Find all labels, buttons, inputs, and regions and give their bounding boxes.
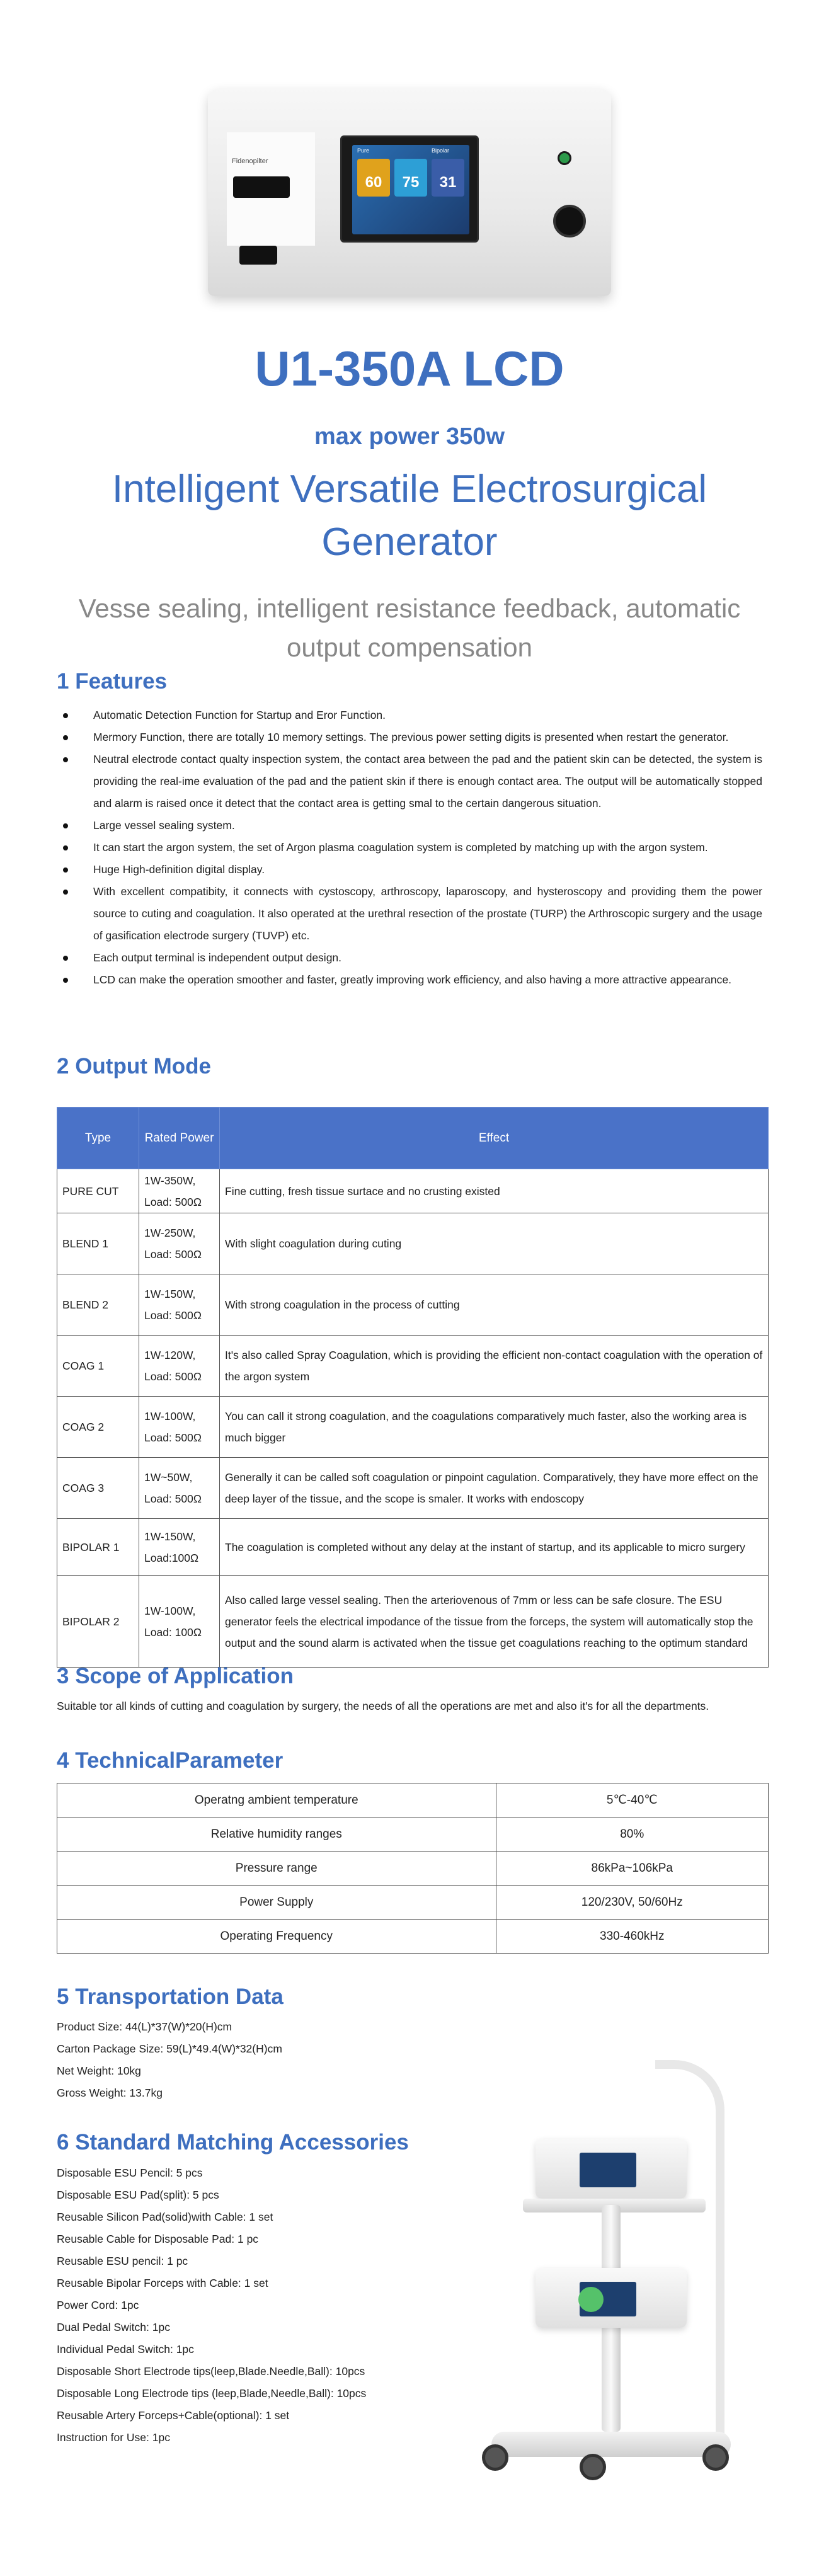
param-value: 86kPa~106kPa: [496, 1852, 768, 1886]
feature-item: Each output terminal is independent output design.: [57, 947, 762, 969]
tech-parameter-table: [57, 1783, 769, 1954]
screen-value: 31: [432, 159, 464, 197]
column-header: Effect: [220, 1108, 769, 1169]
accessory-line: Disposable Short Electrode tips(leep,Blade.Needle,Ball): 10pcs: [57, 2365, 365, 2378]
accessories-heading: 6 Standard Matching Accessories: [57, 2130, 409, 2155]
mode-power: 1W-100W, Load: 100Ω: [139, 1576, 220, 1668]
wheel-icon: [580, 2454, 606, 2480]
device-display-frame: [340, 135, 479, 243]
wheel-icon: [482, 2444, 508, 2471]
table-row: [57, 1169, 769, 1213]
max-power-subtitle: max power 350w: [314, 423, 505, 450]
param-name: Relative humidity ranges: [57, 1818, 496, 1852]
mode-power: 1W-250W, Load: 500Ω: [139, 1213, 220, 1274]
param-value: 120/230V, 50/60Hz: [496, 1886, 768, 1920]
tech-heading: 4 TechnicalParameter: [57, 1748, 284, 1773]
mode-effect: With slight coagulation during cuting: [220, 1213, 769, 1274]
accessory-line: Disposable ESU Pencil: 5 pcs: [57, 2167, 203, 2179]
wheel-icon: [702, 2444, 729, 2471]
table-row: [57, 1920, 769, 1954]
table-header-row: [57, 1108, 769, 1169]
mode-type: BIPOLAR 2: [57, 1576, 139, 1668]
accessory-line: Disposable ESU Pad(split): 5 pcs: [57, 2189, 219, 2201]
feature-item: Huge High-definition digital display.: [57, 859, 762, 881]
table-row: [57, 1783, 769, 1818]
mode-power: 1W-120W, Load: 500Ω: [139, 1336, 220, 1397]
mode-effect: It's also called Spray Coagulation, which is providing the efficient non-contact coagulation with the operation of the argon system: [220, 1336, 769, 1397]
model-title: U1-350A LCD: [255, 341, 564, 396]
mode-power: 1W-150W, Load: 500Ω: [139, 1274, 220, 1336]
accessory-line: Power Cord: 1pc: [57, 2299, 139, 2311]
transport-line: Net Weight: 10kg: [57, 2064, 141, 2077]
accessory-line: Reusable Silicon Pad(solid)with Cable: 1 set: [57, 2211, 273, 2223]
table-row: [57, 1818, 769, 1852]
features-heading: 1 Features: [57, 669, 168, 694]
table-row: [57, 1213, 769, 1274]
feature-item: Neutral electrode contact qualty inspection system, the contact area between the pad and the patient skin can be detected, the system is providing the real-ime evaluation of the pad and the patient skin if there is enough contact area. The output will be automatically stopped and alarm is raised once it detect that the contact area is getting smal to the certain dangerous situation.: [57, 748, 762, 815]
generator-unit: [536, 2139, 687, 2199]
table-row: [57, 1397, 769, 1458]
scope-text: Suitable tor all kinds of cutting and coagulation by surgery, the needs of all the operations are met and also it's for all the departments.: [57, 1700, 709, 1712]
column-header: Type: [57, 1108, 139, 1169]
accessories-list: [57, 2162, 366, 2449]
feature-item: It can start the argon system, the set of Argon plasma coagulation system is completed by matching up with the argon system.: [57, 837, 762, 859]
scope-heading: 3 Scope of Application: [57, 1664, 294, 1688]
device-port: [233, 176, 290, 198]
screen-value: 60: [357, 159, 390, 197]
argon-unit: [536, 2268, 687, 2328]
mode-type: COAG 2: [57, 1397, 139, 1458]
transport-heading: 5 Transportation Data: [57, 1984, 284, 2009]
device-brand: Fidenopilter: [232, 157, 268, 165]
param-name: Pressure range: [57, 1852, 496, 1886]
param-name: Power Supply: [57, 1886, 496, 1920]
feature-item: Large vessel sealing system.: [57, 815, 762, 837]
output-mode-heading: 2 Output Mode: [57, 1054, 211, 1079]
mode-type: PURE CUT: [57, 1169, 139, 1213]
mode-effect: With strong coagulation in the process of cutting: [220, 1274, 769, 1336]
mode-power: 1W~50W, Load: 500Ω: [139, 1458, 220, 1519]
feature-item: Automatic Detection Function for Startup and Eror Function.: [57, 704, 762, 726]
column-header: Rated Power: [139, 1108, 220, 1169]
cart-base: [491, 2432, 731, 2457]
table-row: [57, 1519, 769, 1576]
screen-value: 75: [394, 159, 427, 197]
accessory-line: Individual Pedal Switch: 1pc: [57, 2343, 194, 2356]
param-name: Operatng ambient temperature: [57, 1783, 496, 1818]
product-name: Intelligent Versatile Electrosurgical Generator: [112, 467, 707, 564]
table-row: [57, 1274, 769, 1336]
feature-item: With excellent compatibity, it connects with cystoscopy, arthroscopy, laparoscopy, and hysteroscopy and providing them the power source to cuting and coagulation. It also operated at the urethral resection of the prostate (TURP) the Arthroscopic surgery and the usage of gasification electrode surgery (TUVP) etc.: [57, 881, 762, 947]
table-row: [57, 1458, 769, 1519]
screen-mode-label: Bipolar: [432, 147, 450, 154]
transport-line: Gross Weight: 13.7kg: [57, 2087, 163, 2099]
table-row: [57, 1576, 769, 1668]
mode-effect: Also called large vessel sealing. Then the arteriovenous of 7mm or less can be safe closure. The ESU generator feels the electrical impodance of the tissue from the forceps, the system will automatically stop the output and the sound alarm is activated when the tissue get coagulations reaching to the optimum standard: [220, 1576, 769, 1668]
param-value: 80%: [496, 1818, 768, 1852]
accessory-line: Dual Pedal Switch: 1pc: [57, 2321, 170, 2333]
mode-type: BLEND 1: [57, 1213, 139, 1274]
mode-effect: Generally it can be called soft coagulation or pinpoint cagulation. Comparatively, they have more effect on the deep layer of the tissue, and the scope is smaler. It works with endoscopy: [220, 1458, 769, 1519]
device-port: [239, 246, 277, 265]
accessory-line: Instruction for Use: 1pc: [57, 2431, 170, 2444]
accessory-line: Disposable Long Electrode tips (leep,Blade,Needle,Ball): 10pcs: [57, 2387, 367, 2400]
power-button-icon: [558, 151, 571, 165]
screen-mode-label: Pure: [357, 147, 370, 154]
transport-list: [57, 2016, 282, 2104]
argon-knob-icon: [578, 2287, 604, 2312]
mode-type: COAG 1: [57, 1336, 139, 1397]
param-value: 5℃-40℃: [496, 1783, 768, 1818]
table-row: [57, 1886, 769, 1920]
product-description: Vesse sealing, intelligent resistance feedback, automatic output compensation: [78, 593, 741, 662]
mode-type: COAG 3: [57, 1458, 139, 1519]
accessory-line: Reusable ESU pencil: 1 pc: [57, 2255, 188, 2267]
generator-screen: [580, 2153, 636, 2187]
table-row: [57, 1336, 769, 1397]
accessory-line: Reusable Cable for Disposable Pad: 1 pc: [57, 2233, 259, 2245]
table-row: [57, 1852, 769, 1886]
device-screen: [352, 145, 469, 234]
mode-type: BIPOLAR 1: [57, 1519, 139, 1576]
transport-line: Carton Package Size: 59(L)*49.4(W)*32(H)cm: [57, 2042, 282, 2055]
features-list: [57, 704, 762, 991]
device-bipolar-port: [553, 205, 586, 238]
param-name: Operating Frequency: [57, 1920, 496, 1954]
device-image: [208, 88, 611, 302]
trolley-image: [454, 2041, 781, 2495]
mode-type: BLEND 2: [57, 1274, 139, 1336]
feature-item: Mermory Function, there are totally 10 memory settings. The previous power setting digits is presented when restart the generator.: [57, 726, 762, 748]
argon-tube: [655, 2060, 724, 2438]
param-value: 330-460kHz: [496, 1920, 768, 1954]
mode-effect: Fine cutting, fresh tissue surtace and no crusting existed: [220, 1169, 769, 1213]
mode-effect: The coagulation is completed without any delay at the instant of startup, and its applicable to micro surgery: [220, 1519, 769, 1576]
accessory-line: Reusable Artery Forceps+Cable(optional): 1 set: [57, 2409, 290, 2422]
mode-power: 1W-100W, Load: 500Ω: [139, 1397, 220, 1458]
mode-power: 1W-350W, Load: 500Ω: [139, 1169, 220, 1213]
output-mode-table: [57, 1107, 769, 1668]
mode-effect: You can call it strong coagulation, and the coagulations comparatively much faster, also the working area is much bigger: [220, 1397, 769, 1458]
accessory-line: Reusable Bipolar Forceps with Cable: 1 set: [57, 2277, 268, 2289]
feature-item: LCD can make the operation smoother and faster, greatly improving work efficiency, and also having a more attractive appearance.: [57, 969, 762, 991]
mode-power: 1W-150W, Load:100Ω: [139, 1519, 220, 1576]
transport-line: Product Size: 44(L)*37(W)*20(H)cm: [57, 2020, 232, 2033]
